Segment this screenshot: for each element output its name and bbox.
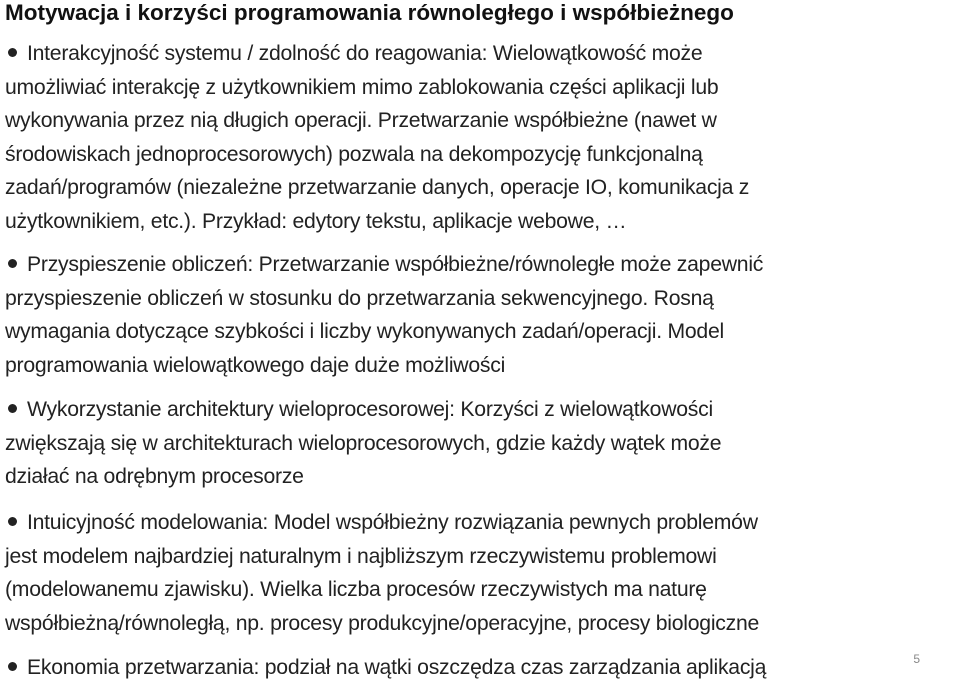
bullet-line: Ekonomia przetwarzania: podział na wątki oszczędza czas zarządzania aplikacją [5, 651, 955, 685]
bullet-dot-icon [8, 404, 17, 413]
bullet-line: zwiększają się w architekturach wieloprocesorowych, gdzie każdy wątek może [5, 431, 722, 455]
bullet-line: Przyspieszenie obliczeń: Przetwarzanie współbieżne/równoległe może zapewnić [5, 248, 955, 282]
bullet-line: (modelowanemu zjawisku). Wielka liczba procesów rzeczywistych ma naturę [5, 578, 707, 601]
bullet-line: przyspieszenie obliczeń w stosunku do przetwarzania sekwencyjnego. Rosną [5, 286, 714, 310]
bullet-line: użytkownikiem, etc.). Przykład: edytory tekstu, aplikacje webowe, … [5, 209, 627, 233]
bullet-line: programowania wielowątkowego daje duże możliwości [5, 353, 506, 377]
bullet-line: Interakcyjność systemu / zdolność do reagowania: Wielowątkowość może [5, 37, 955, 71]
page-number: 5 [913, 652, 920, 666]
bullet-line: środowiskach jednoprocesorowych) pozwala na dekompozycję funkcjonalną [5, 142, 703, 166]
bullet-line: wymagania dotyczące szybkości i liczby wykonywanych zadań/operacji. Model [5, 320, 724, 343]
bullet-multiprocessor [5, 393, 955, 494]
bullet-dot-icon [8, 259, 17, 268]
bullet-dot-icon [8, 662, 17, 671]
bullet-dot-icon [8, 48, 17, 57]
bullet-line: Wykorzystanie architektury wieloprocesorowej: Korzyści z wielowątkowości [5, 393, 955, 427]
bullet-dot-icon [8, 517, 17, 526]
bullet-economy [5, 651, 955, 685]
bullet-line: działać na odrębnym procesorze [5, 465, 304, 488]
bullet-line: zadań/programów (niezależne przetwarzanie danych, operacje IO, komunikacja z [5, 176, 750, 199]
bullet-line: Intuicyjność modelowania: Model współbieżny rozwiązania pewnych problemów [5, 506, 955, 540]
bullet-line: współbieżną/równoległą, np. procesy produkcyjne/operacyjne, procesy biologiczne [5, 611, 760, 635]
bullet-line: wykonywania przez nią długich operacji. Przetwarzanie współbieżne (nawet w [5, 109, 717, 132]
bullet-intuitive-modeling [5, 506, 955, 640]
bullet-line: jest modelem najbardziej naturalnym i najbliższym rzeczywistemu problemowi [5, 544, 717, 568]
bullet-speedup [5, 248, 955, 382]
bullet-line: umożliwiać interakcję z użytkownikiem mimo zablokowania części aplikacji lub [5, 75, 719, 99]
slide-title: Motywacja i korzyści programowania równoległego i współbieżnego [5, 0, 734, 25]
bullet-interactivity [5, 37, 955, 238]
